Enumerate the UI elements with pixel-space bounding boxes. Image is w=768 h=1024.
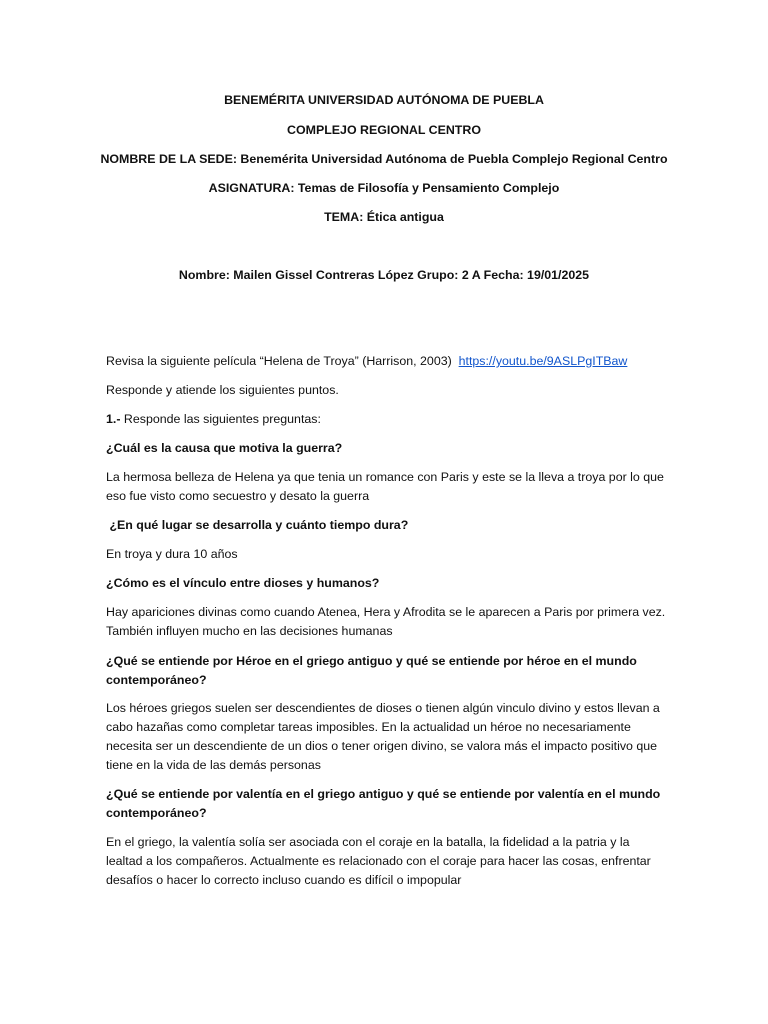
answer-2: En troya y dura 10 años	[106, 547, 238, 561]
video-link[interactable]: https://youtu.be/9ASLPgITBaw	[458, 354, 628, 368]
topic-heading: TEMA: Ética antigua	[324, 210, 444, 224]
complex-heading: COMPLEJO REGIONAL CENTRO	[287, 123, 481, 137]
instruction-text: Responde y atiende los siguientes puntos.	[106, 383, 339, 397]
question-1: ¿Cuál es la causa que motiva la guerra?	[106, 441, 343, 455]
question-2: ¿En qué lugar se desarrolla y cuánto tiempo dura?	[106, 518, 409, 532]
intro-text: Revisa la siguiente película “Helena de Troya” (Harrison, 2003)	[106, 354, 452, 368]
sede-heading: NOMBRE DE LA SEDE: Benemérita Universidad Autónoma de Puebla Complejo Regional Centro	[100, 152, 668, 166]
question-5: ¿Qué se entiende por valentía en el griego antiguo y qué se entiende por valentía en el mundo contemporáneo?	[106, 787, 661, 820]
answer-3: Hay apariciones divinas como cuando Atenea, Hera y Afrodita se le aparecen a Paris por primera vez. También influyen mucho en las decisiones humanas	[106, 605, 666, 638]
answer-1: La hermosa belleza de Helena ya que tenia un romance con Paris y este se la lleva a troya por lo que eso fue visto como secuestro y desato la guerra	[106, 470, 664, 503]
answer-5: En el griego, la valentía solía ser asociada con el coraje en la batalla, la fidelidad a la patria y la lealtad a los compañeros. Actualmente es relacionado con el coraje para hacer las cosas, enfrentar desafíos o hacer lo correcto incluso cuando es difícil o impopular	[106, 835, 651, 887]
point-one	[106, 410, 666, 429]
point-text: Responde las siguientes preguntas:	[120, 412, 321, 426]
answer-4: Los héroes griegos suelen ser descendientes de dioses o tienen algún vinculo divino y estos llevan a cabo hazañas como completar tareas imposibles. En la actualidad un héroe no necesariamente necesita ser un descendiente de un dios o tener origen divino, se valora más el impacto positivo que tiene en la vida de las demás personas	[106, 701, 660, 772]
intro-paragraph	[106, 352, 666, 371]
subject-heading: ASIGNATURA: Temas de Filosofía y Pensamiento Complejo	[208, 181, 560, 195]
question-3: ¿Cómo es el vínculo entre dioses y humanos?	[106, 576, 380, 590]
question-4: ¿Qué se entiende por Héroe en el griego antiguo y qué se entiende por héroe en el mundo contemporáneo?	[106, 654, 637, 687]
point-number: 1.-	[106, 412, 121, 426]
university-heading: BENEMÉRITA UNIVERSIDAD AUTÓNOMA DE PUEBLA	[224, 93, 544, 107]
student-info-line: Nombre: Mailen Gissel Contreras López Grupo: 2 A Fecha: 19/01/2025	[178, 268, 590, 282]
